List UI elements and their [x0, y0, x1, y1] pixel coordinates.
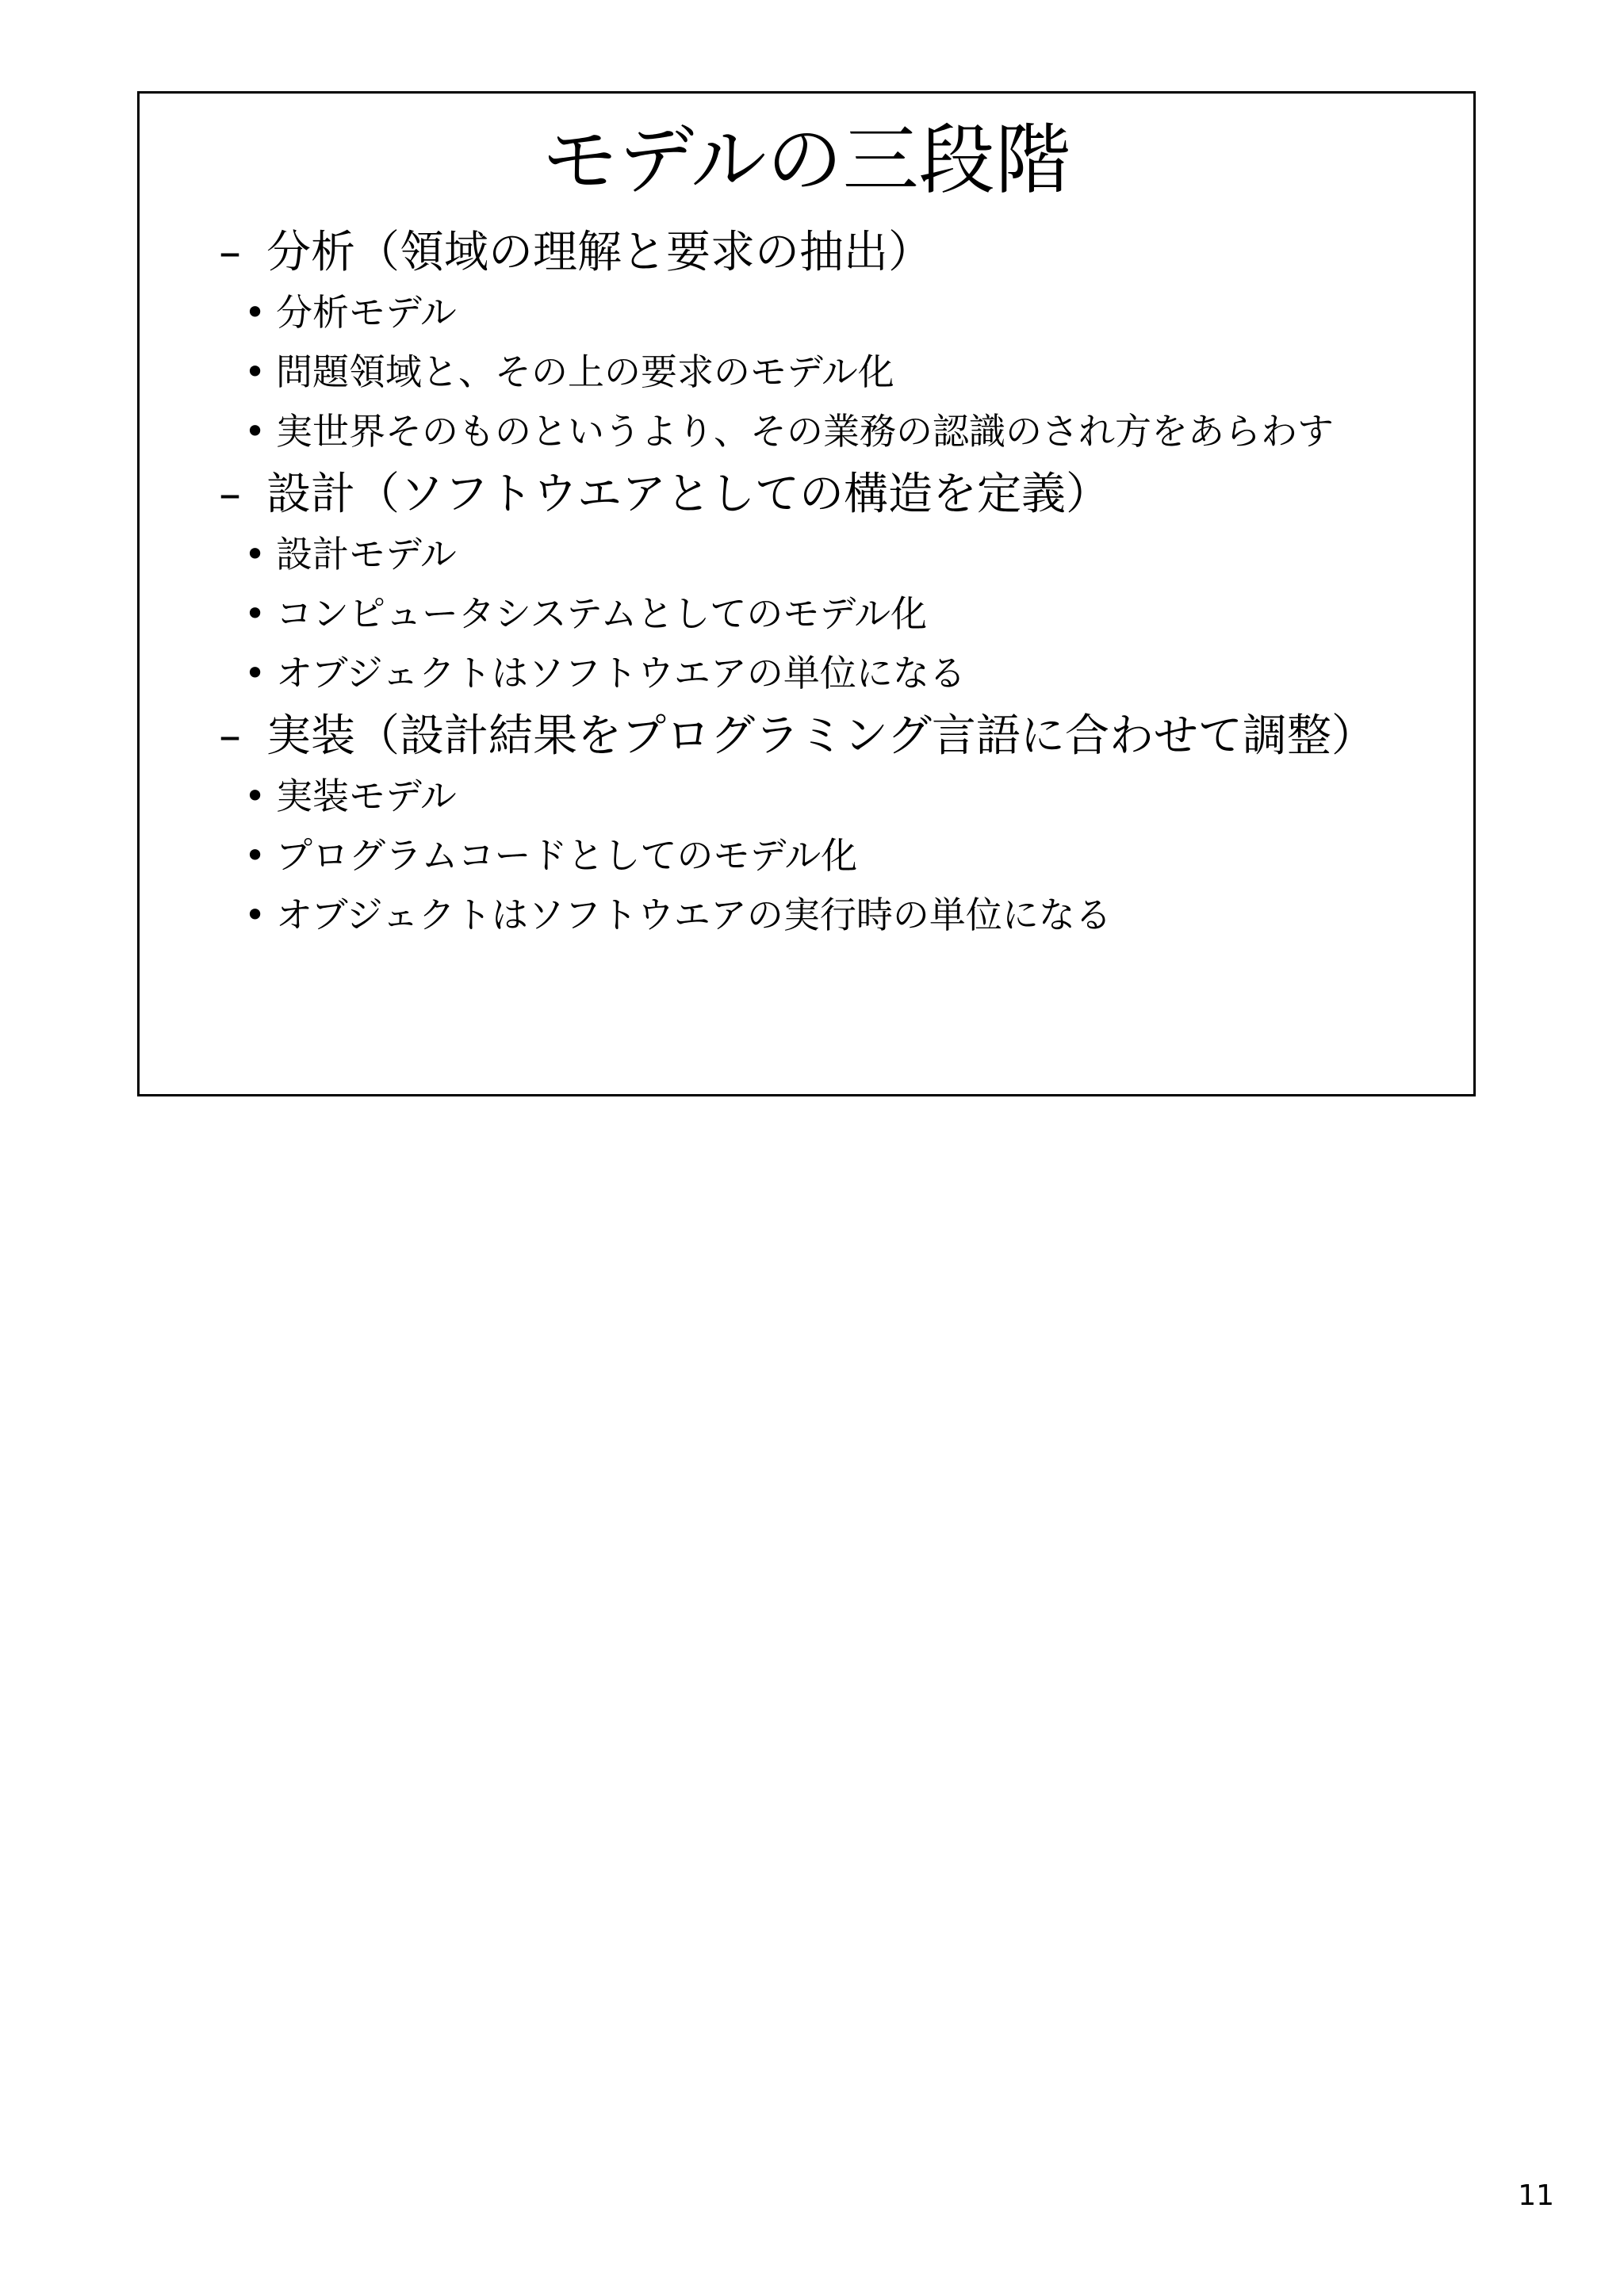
dash-marker: –: [219, 469, 241, 520]
section-implementation: [219, 706, 1456, 945]
list-item-text: オブジェクトはソフトウエアの単位になる: [276, 652, 966, 695]
list-item: [219, 826, 1339, 886]
section-heading-text: 実装（設計結果をプログラミング言語に合わせて調整）: [266, 710, 1376, 762]
section-heading: [219, 465, 1456, 525]
bullet-marker: •: [244, 894, 266, 936]
bullet-marker: •: [244, 775, 266, 817]
bullet-marker: •: [244, 350, 266, 393]
page-number: 11: [1518, 2179, 1554, 2212]
list-item: [219, 525, 1339, 584]
bullet-list: [219, 283, 1456, 461]
bullet-marker: •: [244, 533, 266, 576]
list-item: [219, 644, 1339, 703]
bullet-marker: •: [244, 410, 266, 453]
dash-marker: –: [219, 227, 241, 278]
section-heading: [219, 706, 1456, 767]
list-item: [219, 886, 1339, 945]
section-design: [219, 465, 1456, 703]
list-item-text: 実装モデル: [276, 775, 457, 817]
list-item: [219, 584, 1339, 644]
list-item-text: 設計モデル: [276, 533, 457, 576]
section-analysis: [219, 223, 1456, 461]
list-item: [219, 283, 1339, 342]
list-item: [219, 342, 1339, 402]
outline: [219, 223, 1456, 945]
section-heading-text: 設計（ソフトウエアとしての構造を定義）: [266, 469, 1110, 520]
dash-marker: –: [219, 710, 241, 762]
bullet-marker: •: [244, 652, 266, 695]
section-heading-text: 分析（領域の理解と要求の抽出）: [266, 227, 933, 278]
bullet-marker: •: [244, 592, 266, 635]
slide-title: モデルの三段階: [542, 116, 1071, 205]
bullet-list: [219, 525, 1456, 703]
list-item: [219, 402, 1339, 461]
list-item-text: 分析モデル: [276, 291, 457, 334]
slide-frame: [137, 91, 1476, 1096]
list-item: [219, 767, 1339, 826]
section-heading: [219, 223, 1456, 283]
bullet-list: [219, 767, 1456, 945]
list-item-text: プログラムコードとしてのモデル化: [276, 834, 858, 877]
bullet-marker: •: [244, 291, 266, 334]
list-item-text: 問題領域と、その上の要求のモデル化: [276, 350, 894, 393]
list-item-text: コンピュータシステムとしてのモデル化: [276, 592, 928, 635]
list-item-text: オブジェクトはソフトウエアの実行時の単位になる: [276, 894, 1112, 936]
list-item-text: 実世界そのものというより、その業務の認識のされ方をあらわす: [276, 410, 1334, 453]
bullet-marker: •: [244, 834, 266, 877]
